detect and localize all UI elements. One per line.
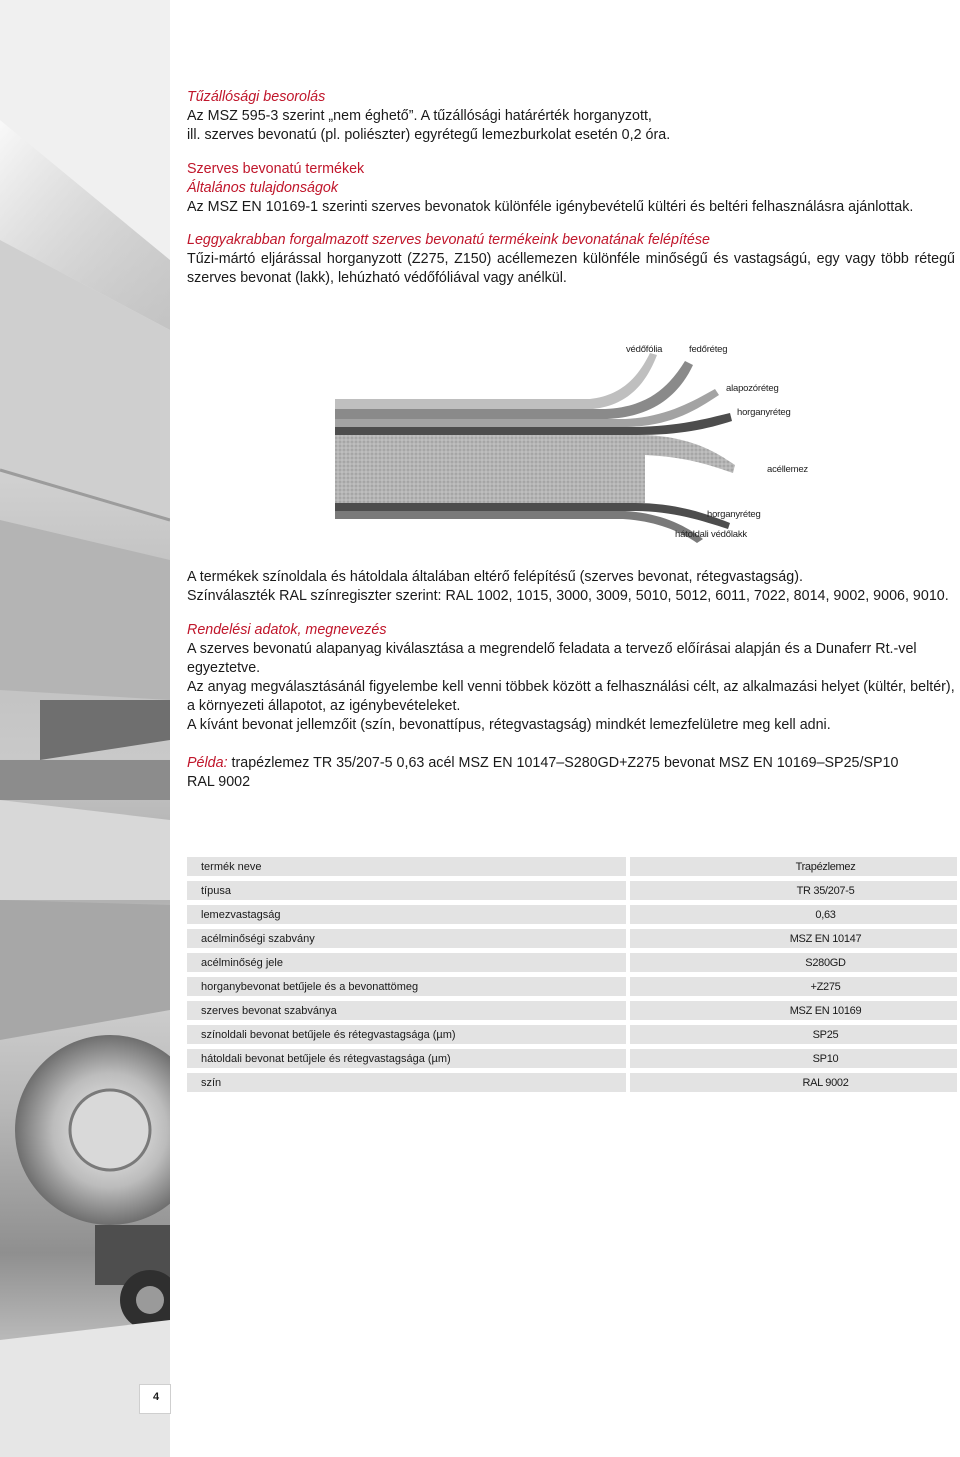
table-row bbox=[187, 977, 957, 996]
spec-label: termék neve bbox=[187, 857, 626, 876]
label-zinc-bottom: horganyréteg bbox=[707, 509, 761, 520]
spec-label: horganybevonat betűjele és a bevonattömeg bbox=[187, 977, 626, 996]
colors-text-line1: A termékek színoldala és hátoldala általában eltérő felépítésű (szerves bevonat, rétegvastagság). bbox=[187, 569, 803, 585]
table-row bbox=[187, 905, 957, 924]
layer-top-coat bbox=[335, 361, 693, 419]
spec-value: SP10 bbox=[630, 1049, 957, 1068]
spec-value: SP25 bbox=[630, 1025, 957, 1044]
spec-label: szerves bevonat szabványa bbox=[187, 1001, 626, 1020]
spec-value: Trapézlemez bbox=[630, 857, 957, 876]
spec-value: S280GD bbox=[630, 953, 957, 972]
spec-value: +Z275 bbox=[630, 977, 957, 996]
spec-label: színoldali bevonat betűjele és rétegvastagsága (µm) bbox=[187, 1025, 626, 1044]
spec-value: TR 35/207-5 bbox=[630, 881, 957, 900]
example-line2: RAL 9002 bbox=[187, 774, 251, 790]
order-text-p1: A szerves bevonatú alapanyag kiválasztása a megrendelő feladata a tervező előírásai alapján és a Dunaferr Rt.-vel egyeztetve. bbox=[187, 641, 917, 676]
label-back-lacquer: hátoldali védőlakk bbox=[675, 529, 747, 540]
order-text-p3: A kívánt bevonat jellemzőit (szín, bevonattípus, rétegvastagság) mindkét lemezfelületre meg kell adni. bbox=[187, 717, 831, 733]
products-subheading: Általános tulajdonságok bbox=[187, 180, 339, 196]
spec-value: 0,63 bbox=[630, 905, 957, 924]
spec-label: típusa bbox=[187, 881, 626, 900]
spec-label: hátoldali bevonat betűjele és rétegvastagsága (µm) bbox=[187, 1049, 626, 1068]
fire-text-line1: Az MSZ 595-3 szerint „nem éghető”. A tűzállósági határérték horganyzott, bbox=[187, 108, 652, 124]
label-steel-sheet: acéllemez bbox=[767, 464, 808, 475]
example-text: trapézlemez TR 35/207-5 0,63 acél MSZ EN 10147–S280GD+Z275 bevonat MSZ EN 10169–SP25/SP10 bbox=[227, 755, 899, 771]
label-zinc-top: horganyréteg bbox=[737, 407, 791, 418]
table-row bbox=[187, 1001, 957, 1020]
page-number-box bbox=[139, 1384, 171, 1414]
table-row bbox=[187, 1049, 957, 1068]
document-content bbox=[187, 88, 955, 288]
example-line1 bbox=[187, 754, 955, 773]
decorative-photo-strip bbox=[0, 0, 170, 1457]
layer-protective-film bbox=[335, 353, 657, 409]
spec-value: MSZ EN 10169 bbox=[630, 1001, 957, 1020]
coating-layers-diagram bbox=[335, 333, 835, 549]
label-top-coat: fedőréteg bbox=[689, 344, 728, 355]
order-heading: Rendelési adatok, megnevezés bbox=[187, 622, 387, 638]
industrial-photo-illustration bbox=[0, 0, 170, 1457]
fire-heading: Tűzállósági besorolás bbox=[187, 89, 326, 105]
colors-text-line2: Színválaszték RAL színregiszter szerint: RAL 1002, 1015, 3000, 3009, 5010, 5012, 6011, 7022, 8014, 9002, 9006, 9010. bbox=[187, 588, 949, 604]
table-row bbox=[187, 953, 957, 972]
label-protective-film: védőfólia bbox=[626, 344, 663, 355]
spec-label: acélminőségi szabvány bbox=[187, 929, 626, 948]
table-row bbox=[187, 881, 957, 900]
structure-text: Tűzi-mártó eljárással horganyzott (Z275, Z150) acéllemezen különféle minőségű és vastagságú, egy vagy több rétegű szerves bevonat (lakk), lehúzható védőfóliával vagy anélkül. bbox=[187, 251, 955, 286]
fire-text-line2: ill. szerves bevonatú (pl. poliészter) egyrétegű lemezburkolat esetén 0,2 óra. bbox=[187, 127, 671, 143]
spec-value: RAL 9002 bbox=[630, 1073, 957, 1092]
spec-label: szín bbox=[187, 1073, 626, 1092]
label-primer: alapozóréteg bbox=[726, 383, 779, 394]
table-row bbox=[187, 1073, 957, 1092]
product-spec-table bbox=[187, 852, 957, 1097]
spec-value: MSZ EN 10147 bbox=[630, 929, 957, 948]
table-row bbox=[187, 857, 957, 876]
table-row bbox=[187, 929, 957, 948]
example-label: Példa: bbox=[187, 755, 228, 771]
products-heading: Szerves bevonatú termékek bbox=[187, 161, 365, 177]
document-content-lower bbox=[187, 568, 955, 792]
table-row bbox=[187, 1025, 957, 1044]
structure-heading: Leggyakrabban forgalmazott szerves bevonatú termékeink bevonatának felépítése bbox=[187, 232, 710, 248]
products-text: Az MSZ EN 10169-1 szerinti szerves bevonatok különféle igénybevételű kültéri és beltéri felhasználásra ajánlottak. bbox=[187, 199, 914, 215]
order-text-p2: Az anyag megválasztásánál figyelembe kell venni többek között a felhasználási célt, az alkalmazási helyet (kültér, beltér), a környezeti állapotot, az igénybevételeket. bbox=[187, 679, 955, 714]
page-number: 4 bbox=[153, 1391, 160, 1403]
spec-label: lemezvastagság bbox=[187, 905, 626, 924]
layer-steel-sheet bbox=[335, 435, 735, 503]
spec-label: acélminőség jele bbox=[187, 953, 626, 972]
layer-back-lacquer bbox=[335, 511, 703, 543]
